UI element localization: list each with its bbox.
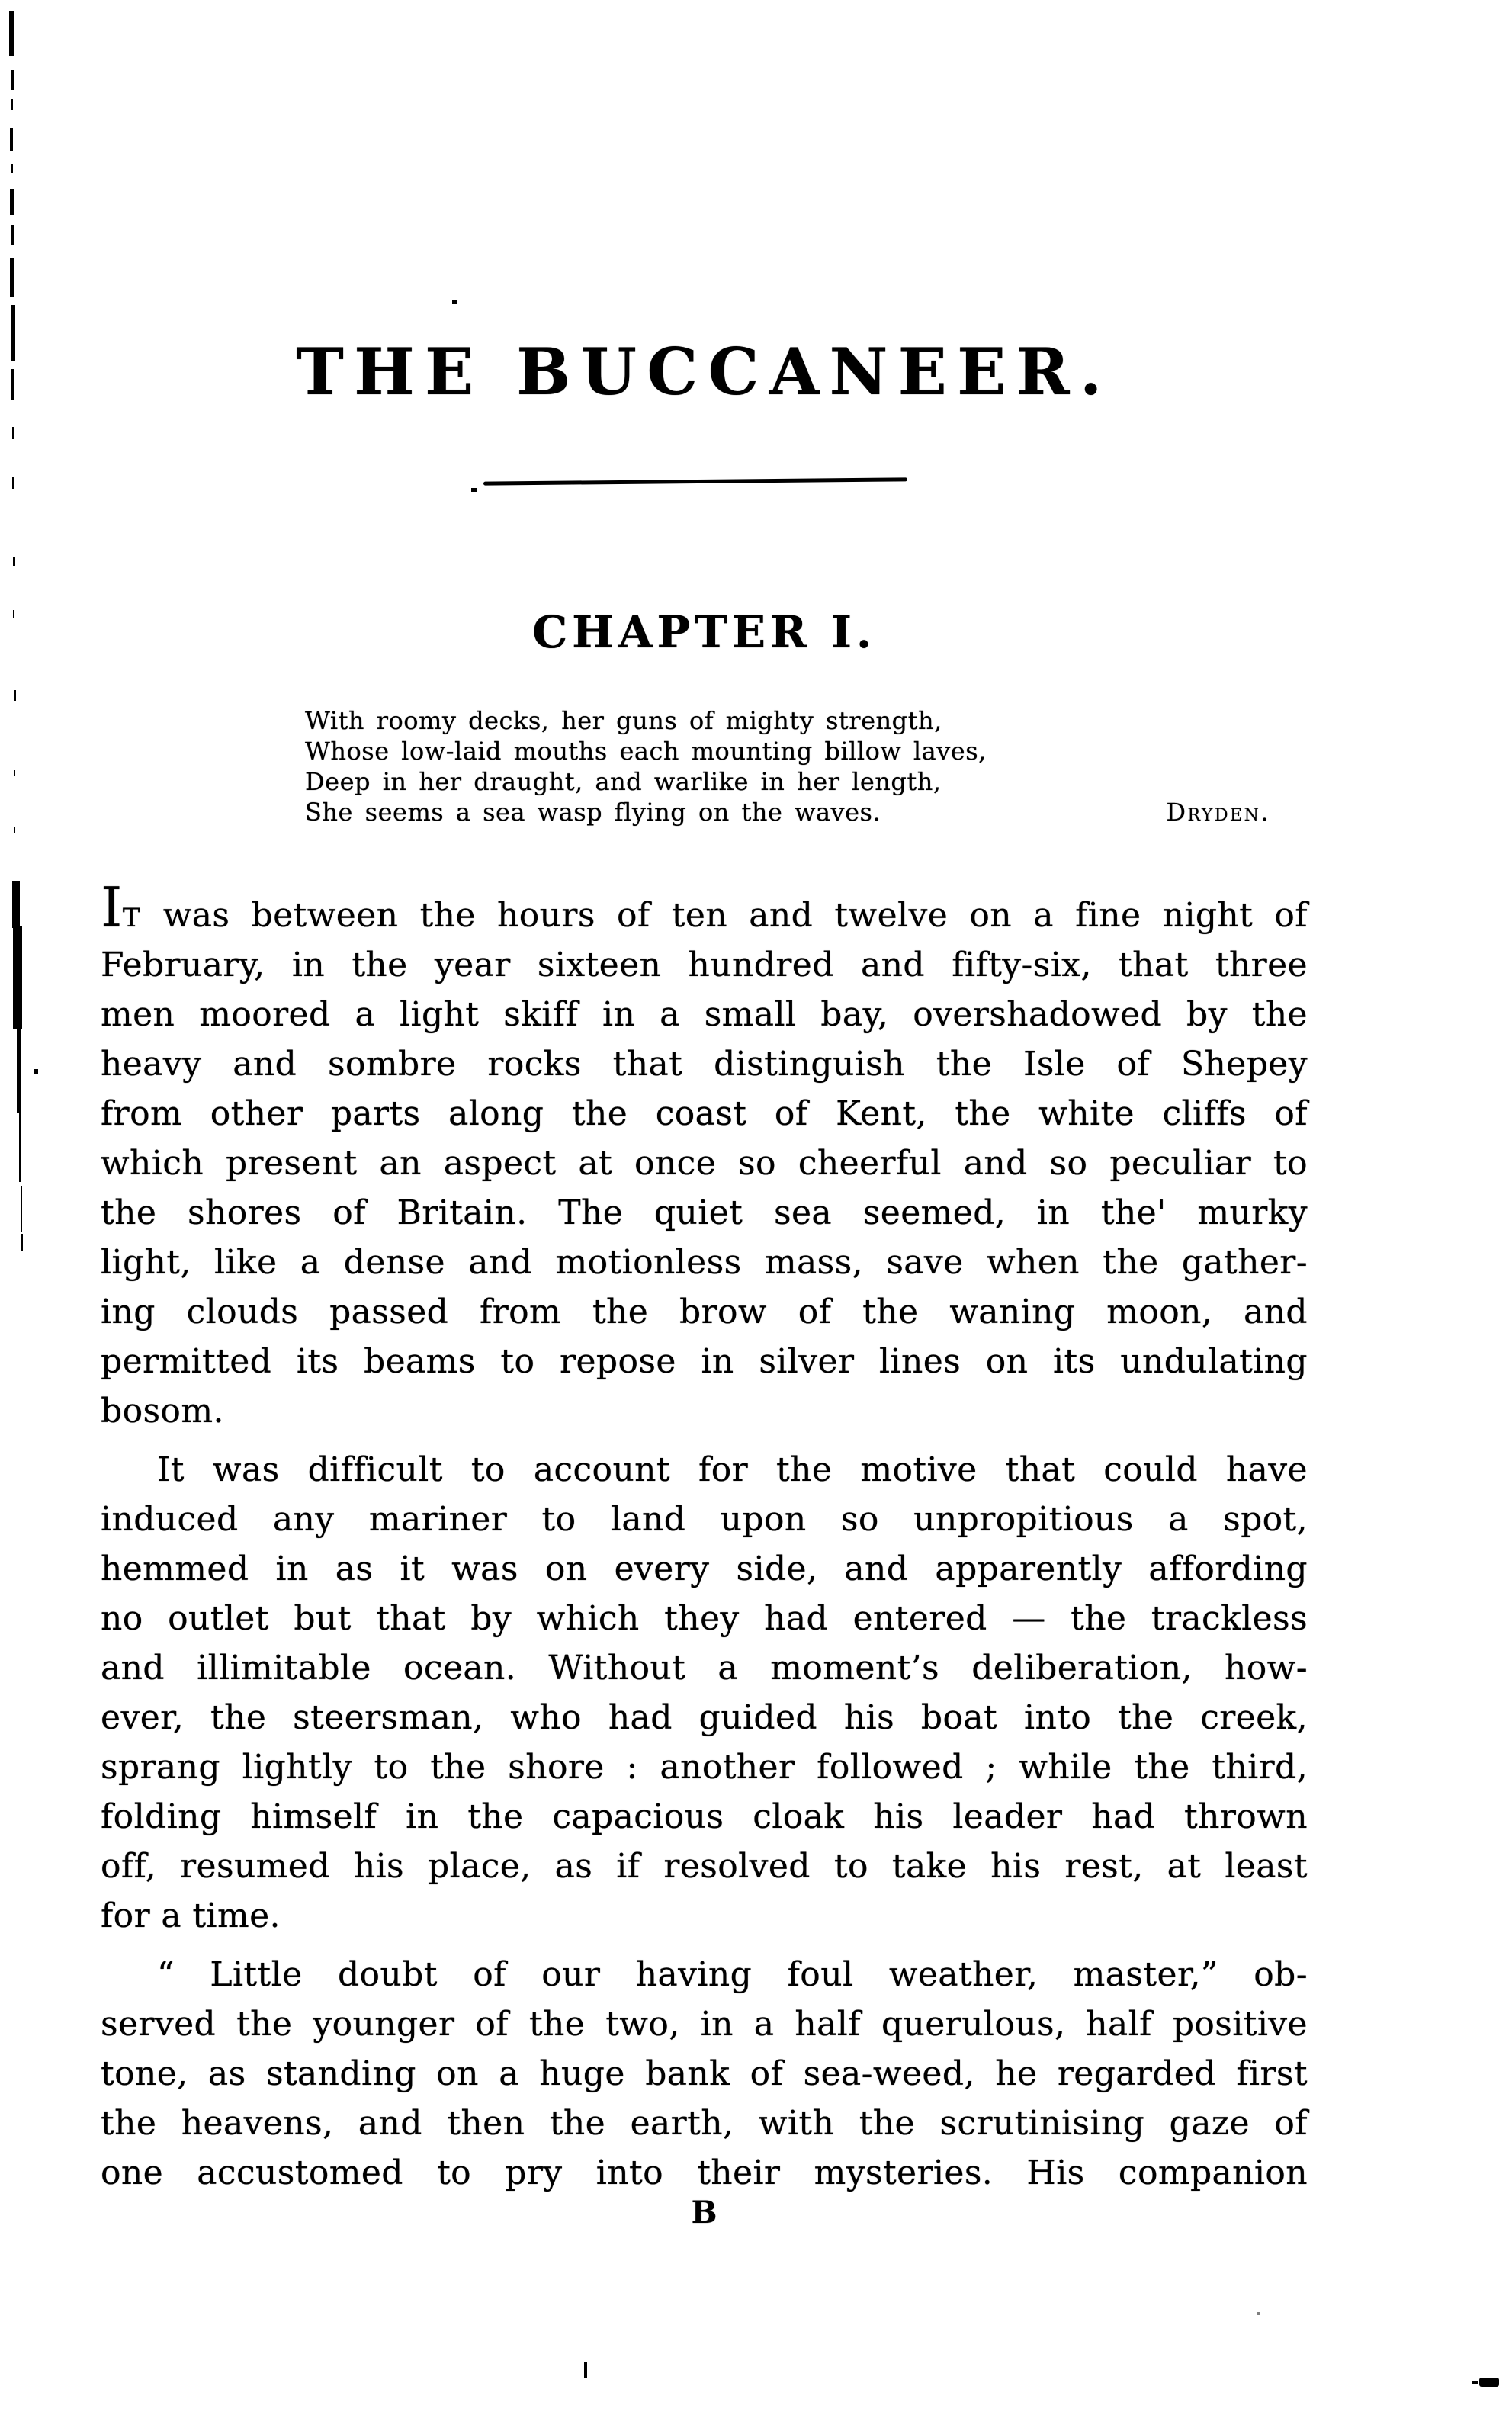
paragraph-1 — [101, 875, 1308, 1436]
scan-artifact — [21, 1186, 22, 1232]
opening-line-rest: was between the hours of ten and twelve on a fine night of — [141, 896, 1308, 935]
scan-artifact — [10, 189, 14, 215]
signature-mark: B — [691, 2195, 717, 2230]
paragraph-lines — [101, 1445, 1308, 1941]
scan-artifact — [21, 1234, 23, 1251]
text-line: no outlet but that by which they had entered — the trackless — [101, 1599, 1308, 1638]
book-title: THE BUCCANEER. — [296, 334, 1112, 409]
text-line: and illimitable ocean. Without a moment’s deliberation, how- — [101, 1649, 1308, 1688]
text-line: heavy and sombre rocks that distinguish the Isle of Shepey — [101, 1045, 1308, 1084]
text-line: served the younger of the two, in a half querulous, half positive — [101, 2005, 1308, 2044]
text-line: It was difficult to account for the motive that could have — [157, 1450, 1308, 1489]
scan-artifact — [17, 1029, 21, 1113]
scan-artifact — [14, 690, 16, 701]
text-line: ing clouds passed from the brow of the waning moon, and — [101, 1293, 1308, 1331]
scan-artifact — [9, 11, 14, 56]
scan-artifact — [14, 827, 15, 833]
paragraph-2 — [101, 1445, 1308, 1941]
text-line: induced any mariner to land upon so unpropitious a spot, — [101, 1500, 1308, 1539]
scan-artifact — [34, 1069, 38, 1074]
paragraph-lines — [101, 1950, 1308, 2198]
scan-artifact — [452, 300, 457, 304]
text-line: one accustomed to pry into their mysteries. His companion — [101, 2153, 1308, 2192]
scan-artifact — [11, 369, 14, 400]
text-line: hemmed in as it was on every side, and apparently affording — [101, 1550, 1308, 1588]
epigraph-line: Deep in her draught, and warlike in her length, — [305, 767, 942, 796]
text-line: “ Little doubt of our having foul weather, master,” ob- — [157, 1955, 1308, 1994]
text-line: folding himself in the capacious cloak his leader had thrown — [101, 1797, 1308, 1836]
scan-artifact — [13, 610, 14, 618]
text-line: permitted its beams to repose in silver lines on its undulating — [101, 1342, 1308, 1381]
scan-artifact — [10, 128, 13, 151]
epigraph-line: Whose low-laid mouths each mounting billow laves, — [305, 737, 987, 766]
scan-artifact — [11, 99, 13, 110]
body-text — [101, 875, 1308, 2198]
scan-artifact — [19, 1113, 21, 1182]
title-divider-rule — [483, 477, 907, 485]
scan-artifact — [11, 305, 15, 361]
text-line: from other parts along the coast of Kent, the white cliffs of — [101, 1094, 1308, 1133]
epigraph-line: With roomy decks, her guns of mighty strength, — [305, 706, 942, 735]
scan-artifact — [11, 164, 13, 173]
scan-artifact — [1472, 2381, 1478, 2384]
scan-artifact — [11, 225, 14, 245]
text-line: for a time. — [101, 1896, 281, 1935]
text-line: the shores of Britain. The quiet sea seemed, in the' murky — [101, 1193, 1308, 1232]
scan-artifact — [12, 881, 20, 928]
text-line: off, resumed his place, as if resolved to take his rest, at least — [101, 1847, 1308, 1886]
text-line: bosom. — [101, 1392, 224, 1431]
text-line: February, in the year sixteen hundred and fifty-six, that three — [101, 946, 1308, 984]
epigraph-last-line — [305, 797, 1275, 827]
scan-artifact — [11, 70, 14, 90]
epigraph-line: She seems a sea wasp flying on the waves. — [305, 798, 881, 827]
text-line: ever, the steersman, who had guided his boat into the creek, — [101, 1698, 1308, 1737]
text-line: light, like a dense and motionless mass, save when the gather- — [101, 1243, 1308, 1282]
text-line-opening — [101, 875, 1308, 940]
opening-initial-small-cap: T — [122, 903, 142, 933]
text-line: the heavens, and then the earth, with the scrutinising gaze of — [101, 2104, 1308, 2143]
paragraph-lines — [101, 940, 1308, 1436]
opening-initial: I — [101, 875, 123, 939]
scan-artifact — [471, 488, 477, 492]
scan-artifact — [1479, 2378, 1499, 2387]
text-line: tone, as standing on a huge bank of sea-weed, he regarded first — [101, 2054, 1308, 2093]
text-line: sprang lightly to the shore : another followed ; while the third, — [101, 1748, 1308, 1787]
scan-artifact — [14, 770, 15, 776]
chapter-heading: CHAPTER I. — [532, 606, 876, 658]
scan-artifact — [12, 477, 14, 489]
scan-artifact — [10, 258, 14, 297]
scan-artifact — [12, 427, 14, 439]
scan-artifact — [1257, 2312, 1260, 2315]
scan-artifact — [584, 2362, 587, 2378]
epigraph — [305, 705, 1275, 827]
epigraph-attribution: Dryden. — [1166, 798, 1270, 827]
scan-artifact — [13, 557, 15, 566]
text-line: which present an aspect at once so cheerful and so peculiar to — [101, 1144, 1308, 1183]
text-line: men moored a light skiff in a small bay, overshadowed by the — [101, 995, 1308, 1034]
scan-artifact — [13, 926, 22, 1029]
paragraph-3 — [101, 1950, 1308, 2198]
